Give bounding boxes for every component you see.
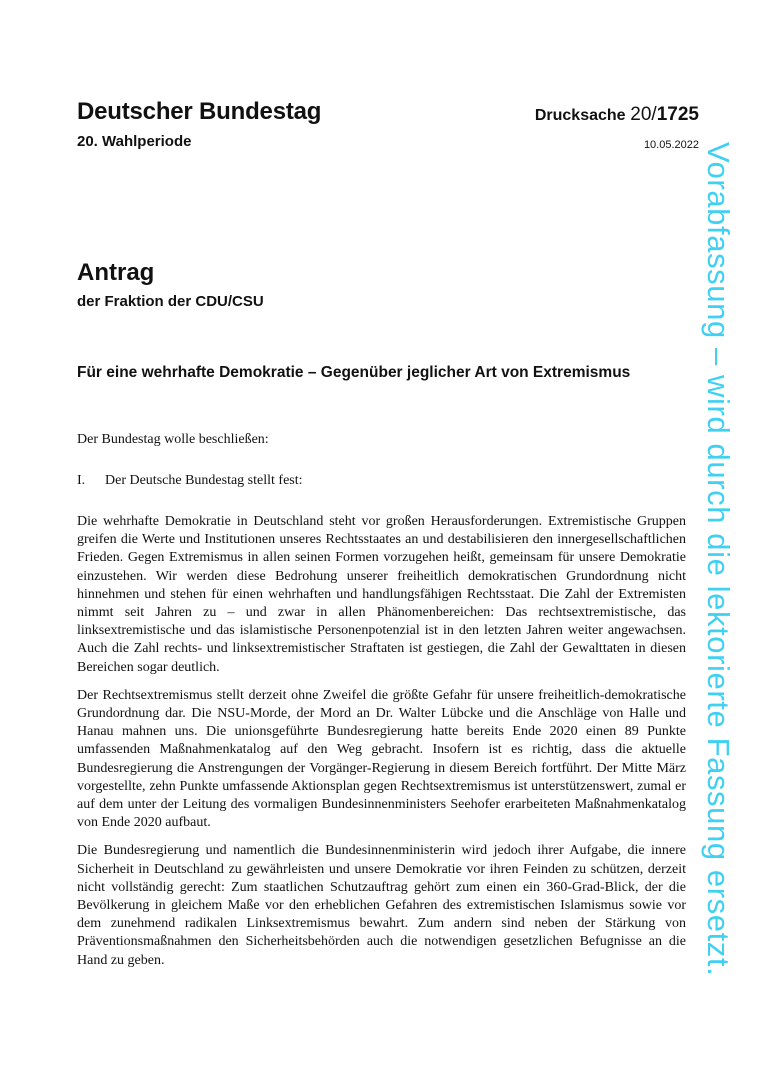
institution-title: Deutscher Bundestag: [77, 98, 322, 125]
drucksache-label: Drucksache: [534, 107, 626, 124]
drucksache-prefix: 20/: [630, 104, 657, 125]
draft-watermark: Vorabfassung – wird durch die lektorierte Fassung ersetzt.: [701, 142, 736, 977]
paragraph: Die wehrhafte Demokratie in Deutschland steht vor großen Herausforderungen. Extremistische Gruppen greifen die Werte und Institutionen unseres Rechtsstaates an und destabilisieren den innergesellschaftlichen Frieden. Gegen Extremismus in allen seinen Formen vorzugehen heißt, gemeinsam für unsere Demokratie einzustehen. Wir werden diese Bedrohung unserer freiheitlich demokratischen Grundordnung nicht hinnehmen und stehen für einen wehrhaften und handlungsfähigen Rechtsstaat. Die Zahl der Extremisten nimmt seit Jahren zu – und zwar in allen Phänomenbereichen: Das rechtsextremistische, das linksextremistische und das islamistische Personenpotenzial ist in den letzten Jahren weiter angewachsen. Auch die Zahl rechts- und linksextremistischer Straftaten ist gestiegen, die Zahl der Gewalttaten in diesen Bereichen sogar deutlich.: [77, 514, 686, 675]
section-heading: [77, 473, 303, 489]
section-number: I.: [77, 473, 86, 488]
document-subject: Für eine wehrhafte Demokratie – Gegenüber jeglicher Art von Extremismus: [77, 364, 631, 381]
paragraph: Die Bundesregierung und namentlich die Bundesinnenministerin wird jedoch ihrer Aufgabe, die innere Sicherheit in Deutschland zu gewährleisten und unsere Demokratie vor ihren Feinden zu schützen, derzeit nicht vollständig gerecht: Zum staatlichen Schutzauftrag gehört zum einen ein 360-Grad-Blick, der die Bevölkerung in gleichem Maße vor den erheblichen Gefahren des extremistischen Islamismus sowie vor dem zunehmend radikalen Linksextremismus bewahrt. Zum andern sind neben der Stärkung von Präventionsmaßnahmen den Sicherheitsbehörden auch die notwendigen gesetzlichen Befugnisse an die Hand zu geben.: [77, 843, 686, 968]
document-type: Antrag: [77, 259, 155, 286]
section-title: Der Deutsche Bundestag stellt fest:: [105, 473, 303, 488]
body-text: [77, 513, 686, 980]
document-date: 10.05.2022: [643, 139, 699, 151]
fraktion: der Fraktion der CDU/CSU: [77, 293, 264, 310]
paragraph: Der Rechtsextremismus stellt derzeit ohne Zweifel die größte Gefahr für unsere freiheitlich-demokratische Grundordnung dar. Die NSU-Morde, der Mord an Dr. Walter Lübcke und die Anschläge von Halle und Hanau mahnen uns. Die unionsgeführte Bundesregierung hatte bereits Ende 2020 einen 89 Punkte umfassenden Maßnahmenkatalog auf den Weg gebracht. Insofern ist es richtig, dass die aktuelle Bundesregierung die Anstrengungen der Vorgänger-Regierung in diesem Bereich fortführt. Der Mitte März vorgestellte, zehn Punkte umfassende Aktionsplan gegen Rechtsextremismus ist unterstützenswert, zumal er auf dem unter der Leitung des vormaligen Bundesinnenministers Seehofer erarbeiteten Maßnahmenkatalog von Ende 2020 aufbaut.: [77, 687, 686, 831]
drucksache-number: [535, 104, 699, 126]
drucksache-id: 1725: [656, 104, 699, 125]
intro-line: Der Bundestag wolle beschließen:: [77, 432, 269, 447]
election-period: 20. Wahlperiode: [77, 133, 192, 150]
